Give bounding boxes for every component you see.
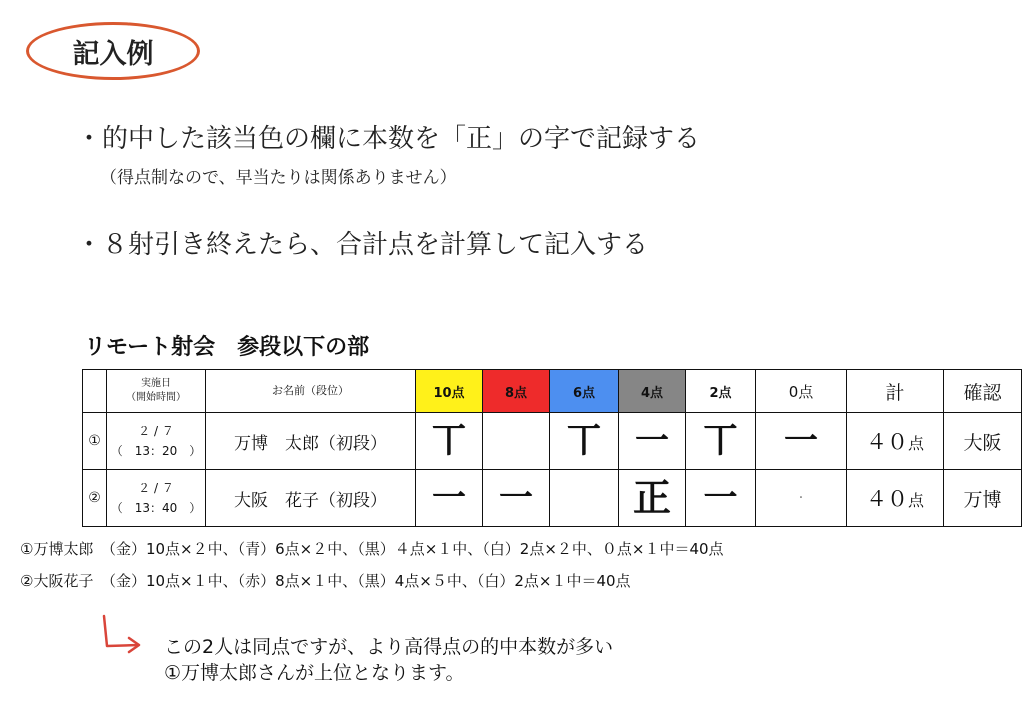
row-date-value: ２ / ７ <box>138 481 174 495</box>
instruction-note: （得点制なので、早当たりは関係ありません） <box>100 168 457 188</box>
row-confirm: 万博 <box>944 470 1022 527</box>
header-confirm: 確認 <box>944 370 1022 413</box>
header-num <box>83 370 107 413</box>
header-2-points: 2点 <box>686 370 756 413</box>
row-tally-6 <box>550 470 619 527</box>
header-date-label: 実施日 <box>141 378 171 389</box>
row-total-value: ４０ <box>865 430 908 454</box>
row-tally-0: · <box>756 470 847 527</box>
row-date <box>107 413 206 470</box>
row-name: 大阪 花子（初段） <box>206 470 416 527</box>
header-6-points: 6点 <box>550 370 619 413</box>
header-8-points: 8点 <box>483 370 550 413</box>
row-number: ① <box>83 413 107 470</box>
row-tally-4: 正 <box>619 470 686 527</box>
header-4-points: 4点 <box>619 370 686 413</box>
header-name: お名前（段位） <box>206 370 416 413</box>
row-tally-10: 丅 <box>416 413 483 470</box>
row-number: ② <box>83 470 107 527</box>
row-total <box>847 470 944 527</box>
instruction-record: ・的中した該当色の欄に本数を「正」の字で記録する <box>76 124 701 154</box>
header-10-points: 10点 <box>416 370 483 413</box>
row-tally-10: 一 <box>416 470 483 527</box>
conclusion-line-2: ①万博太郎さんが上位となります。 <box>164 662 465 684</box>
row-time-value: （ 13：20 ） <box>110 444 202 458</box>
calc-line-hanako: ②大阪花子 （金）10点×１中、（赤）8点×１中、（黒）4点×５中、（白）2点×１中＝40点 <box>20 572 631 590</box>
conclusion-line-1: この2人は同点ですが、より高得点の的中本数が多い <box>164 636 614 658</box>
table-title: リモート射会 参段以下の部 <box>84 335 370 360</box>
row-tally-8 <box>483 413 550 470</box>
row-tally-8: 一 <box>483 470 550 527</box>
row-date-value: ２ / ７ <box>138 424 174 438</box>
row-total-value: ４０ <box>865 487 908 511</box>
score-table <box>82 369 1022 527</box>
calc-line-taro: ①万博太郎 （金）10点×２中、（青）6点×２中、（黒）４点×１中、（白）2点×２中、０点×１中＝40点 <box>20 540 724 558</box>
row-total-unit: 点 <box>907 491 924 510</box>
row-confirm: 大阪 <box>944 413 1022 470</box>
arrow-icon <box>98 614 148 658</box>
table-row <box>83 413 1022 470</box>
row-tally-4: 一 <box>619 413 686 470</box>
header-total: 計 <box>847 370 944 413</box>
row-total <box>847 413 944 470</box>
row-date <box>107 470 206 527</box>
row-tally-0: 一 <box>756 413 847 470</box>
header-time-label: （開始時間） <box>126 392 186 403</box>
header-0-points: 0点 <box>756 370 847 413</box>
table-row <box>83 470 1022 527</box>
row-name: 万博 太郎（初段） <box>206 413 416 470</box>
row-time-value: （ 13：40 ） <box>110 501 202 515</box>
instruction-total: ・８射引き終えたら、合計点を計算して記入する <box>76 230 649 260</box>
table-header-row <box>83 370 1022 413</box>
example-badge: 記入例 <box>26 22 200 80</box>
row-tally-2: 一 <box>686 470 756 527</box>
header-date <box>107 370 206 413</box>
row-tally-6: 丅 <box>550 413 619 470</box>
row-total-unit: 点 <box>907 434 924 453</box>
row-tally-2: 丅 <box>686 413 756 470</box>
